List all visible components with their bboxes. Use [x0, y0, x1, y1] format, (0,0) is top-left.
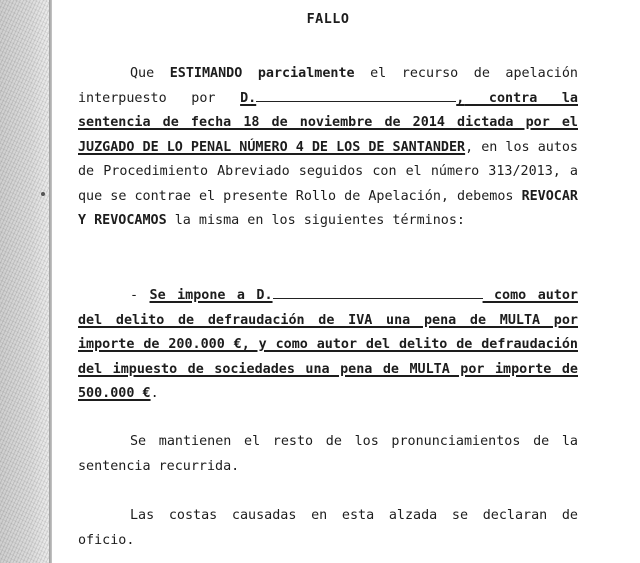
text-period: . [150, 386, 159, 401]
text-se-impone: Se impone a D. [149, 288, 273, 303]
text-dash: - [130, 288, 150, 303]
scan-speck [41, 192, 45, 196]
text-mantienen: Se mantienen el resto de los pronunciamientos de la sentencia recurrida. [78, 434, 578, 474]
text-penalty-details: como autor del delito de defraudación de IVA una pena de MULTA por importe de 200.000 €, y como autor del delito de defraudación del impuesto de sociedades una pena de MULTA por importe de 500.000 € [78, 288, 578, 401]
paragraph-maintained [78, 430, 578, 479]
text-contra-sentencia: contra la sentencia de fecha 18 de noviembre de 2014 dictada por el JUZGADO DE LO PENAL NÚMERO 4 DE LOS DE SANTANDER [78, 90, 578, 155]
document-title: FALLO [306, 12, 350, 27]
text-terminos: la misma en los siguientes términos: [166, 213, 465, 228]
text-d-prefix: D. [240, 90, 257, 106]
redacted-name [256, 89, 456, 102]
paragraph-penalty [78, 284, 578, 407]
document-page [78, 0, 578, 563]
paragraph-costs [78, 504, 578, 553]
text-recurso: el recurso de apelación interpuesto por [78, 66, 578, 106]
text-estimando: ESTIMANDO parcialmente [169, 66, 355, 81]
text-autos: , en los autos de Procedimiento Abreviado seguidos con el número 313/2013, a que se contrae el presente Rollo de Apelación, debemos [78, 139, 578, 204]
paragraph-ruling [78, 62, 578, 234]
text-costas: Las costas causadas en esta alzada se declaran de oficio. [78, 508, 578, 548]
redacted-name-2 [273, 286, 483, 299]
text-revocar: REVOCAR Y REVOCAMOS [78, 188, 578, 228]
scanned-page-edge [0, 0, 52, 563]
text-d-suffix: , [456, 90, 465, 106]
text-que: Que [130, 66, 170, 81]
